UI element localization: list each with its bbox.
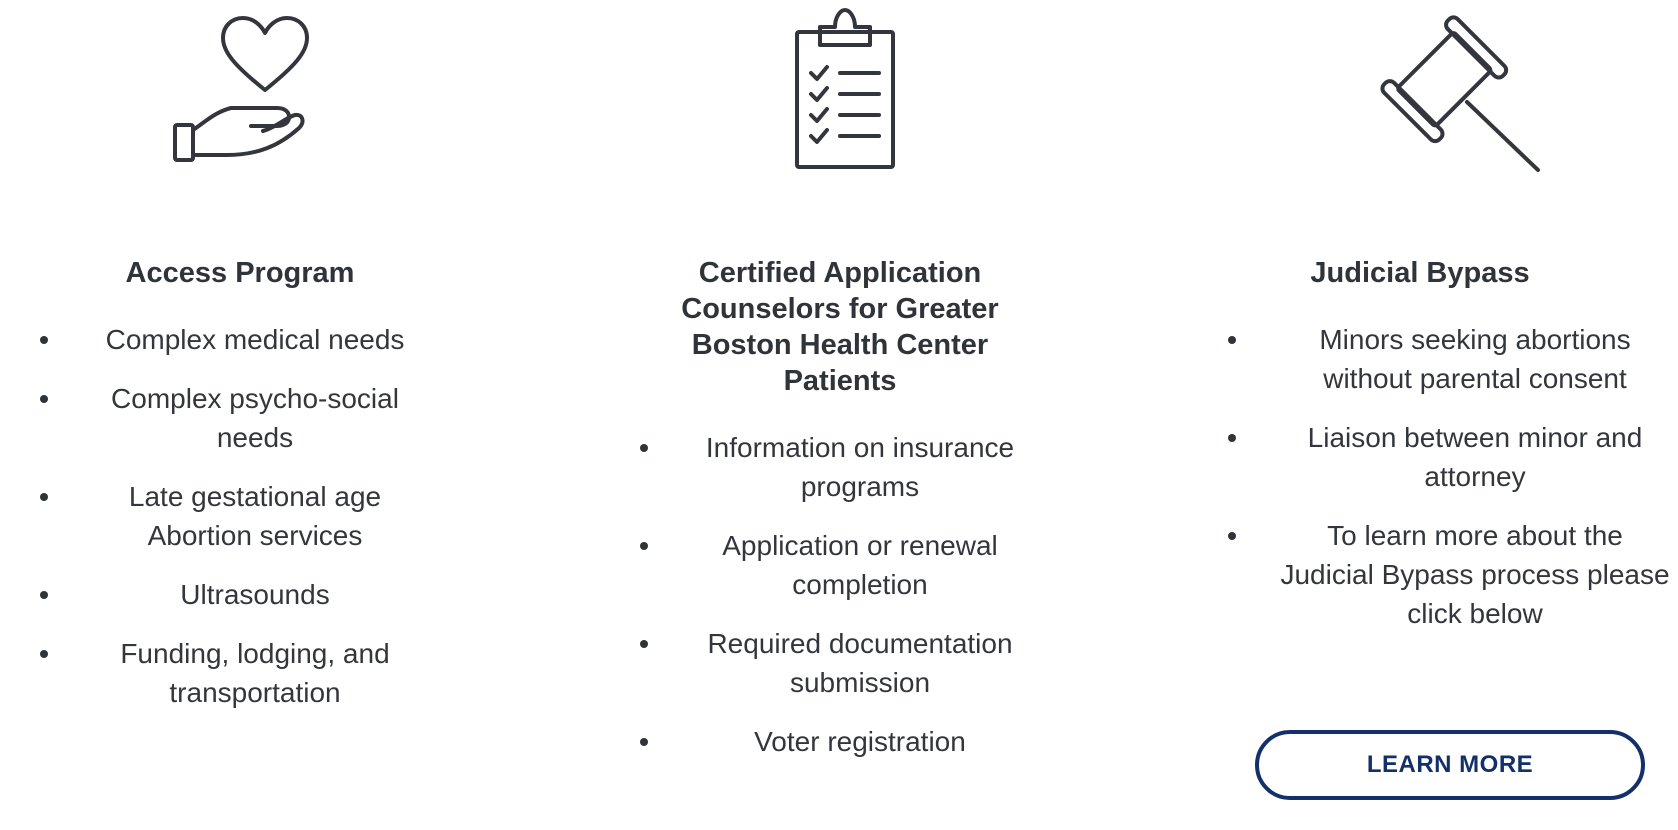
gavel-icon [1365,0,1555,180]
certified-counselors-list [690,428,1030,781]
access-program-title: Access Program [125,257,355,289]
list-item: Application or renewal completion [690,526,1030,604]
list-item: Voter registration [690,722,1030,761]
judicial-bypass-list [1280,320,1670,653]
list-item: Ultrasounds [90,575,420,614]
certified-counselors-title: Certified Application Counselors for Greater Boston Health Center Patients [681,257,999,397]
learn-more-button[interactable]: LEARN MORE [1255,730,1645,800]
judicial-bypass-title: Judicial Bypass [1310,257,1530,289]
list-item: Complex psycho-social needs [90,379,420,457]
judicial-bypass-column [1200,0,1678,830]
list-item: Liaison between minor and attorney [1280,418,1670,496]
heart-hand-icon [165,0,325,180]
list-item: Minors seeking abortions without parental consent [1280,320,1670,398]
list-item: To learn more about the Judicial Bypass process please click below [1280,516,1670,633]
list-item: Late gestational age Abortion services [90,477,420,555]
list-item: Funding, lodging, and transportation [90,634,420,712]
list-item: Complex medical needs [90,320,420,359]
certified-counselors-column [600,0,1120,830]
list-item: Information on insurance programs [690,428,1030,506]
list-item: Required documentation submission [690,624,1030,702]
access-program-column [0,0,520,830]
access-program-list [90,320,420,732]
clipboard-checklist-icon [785,0,905,180]
